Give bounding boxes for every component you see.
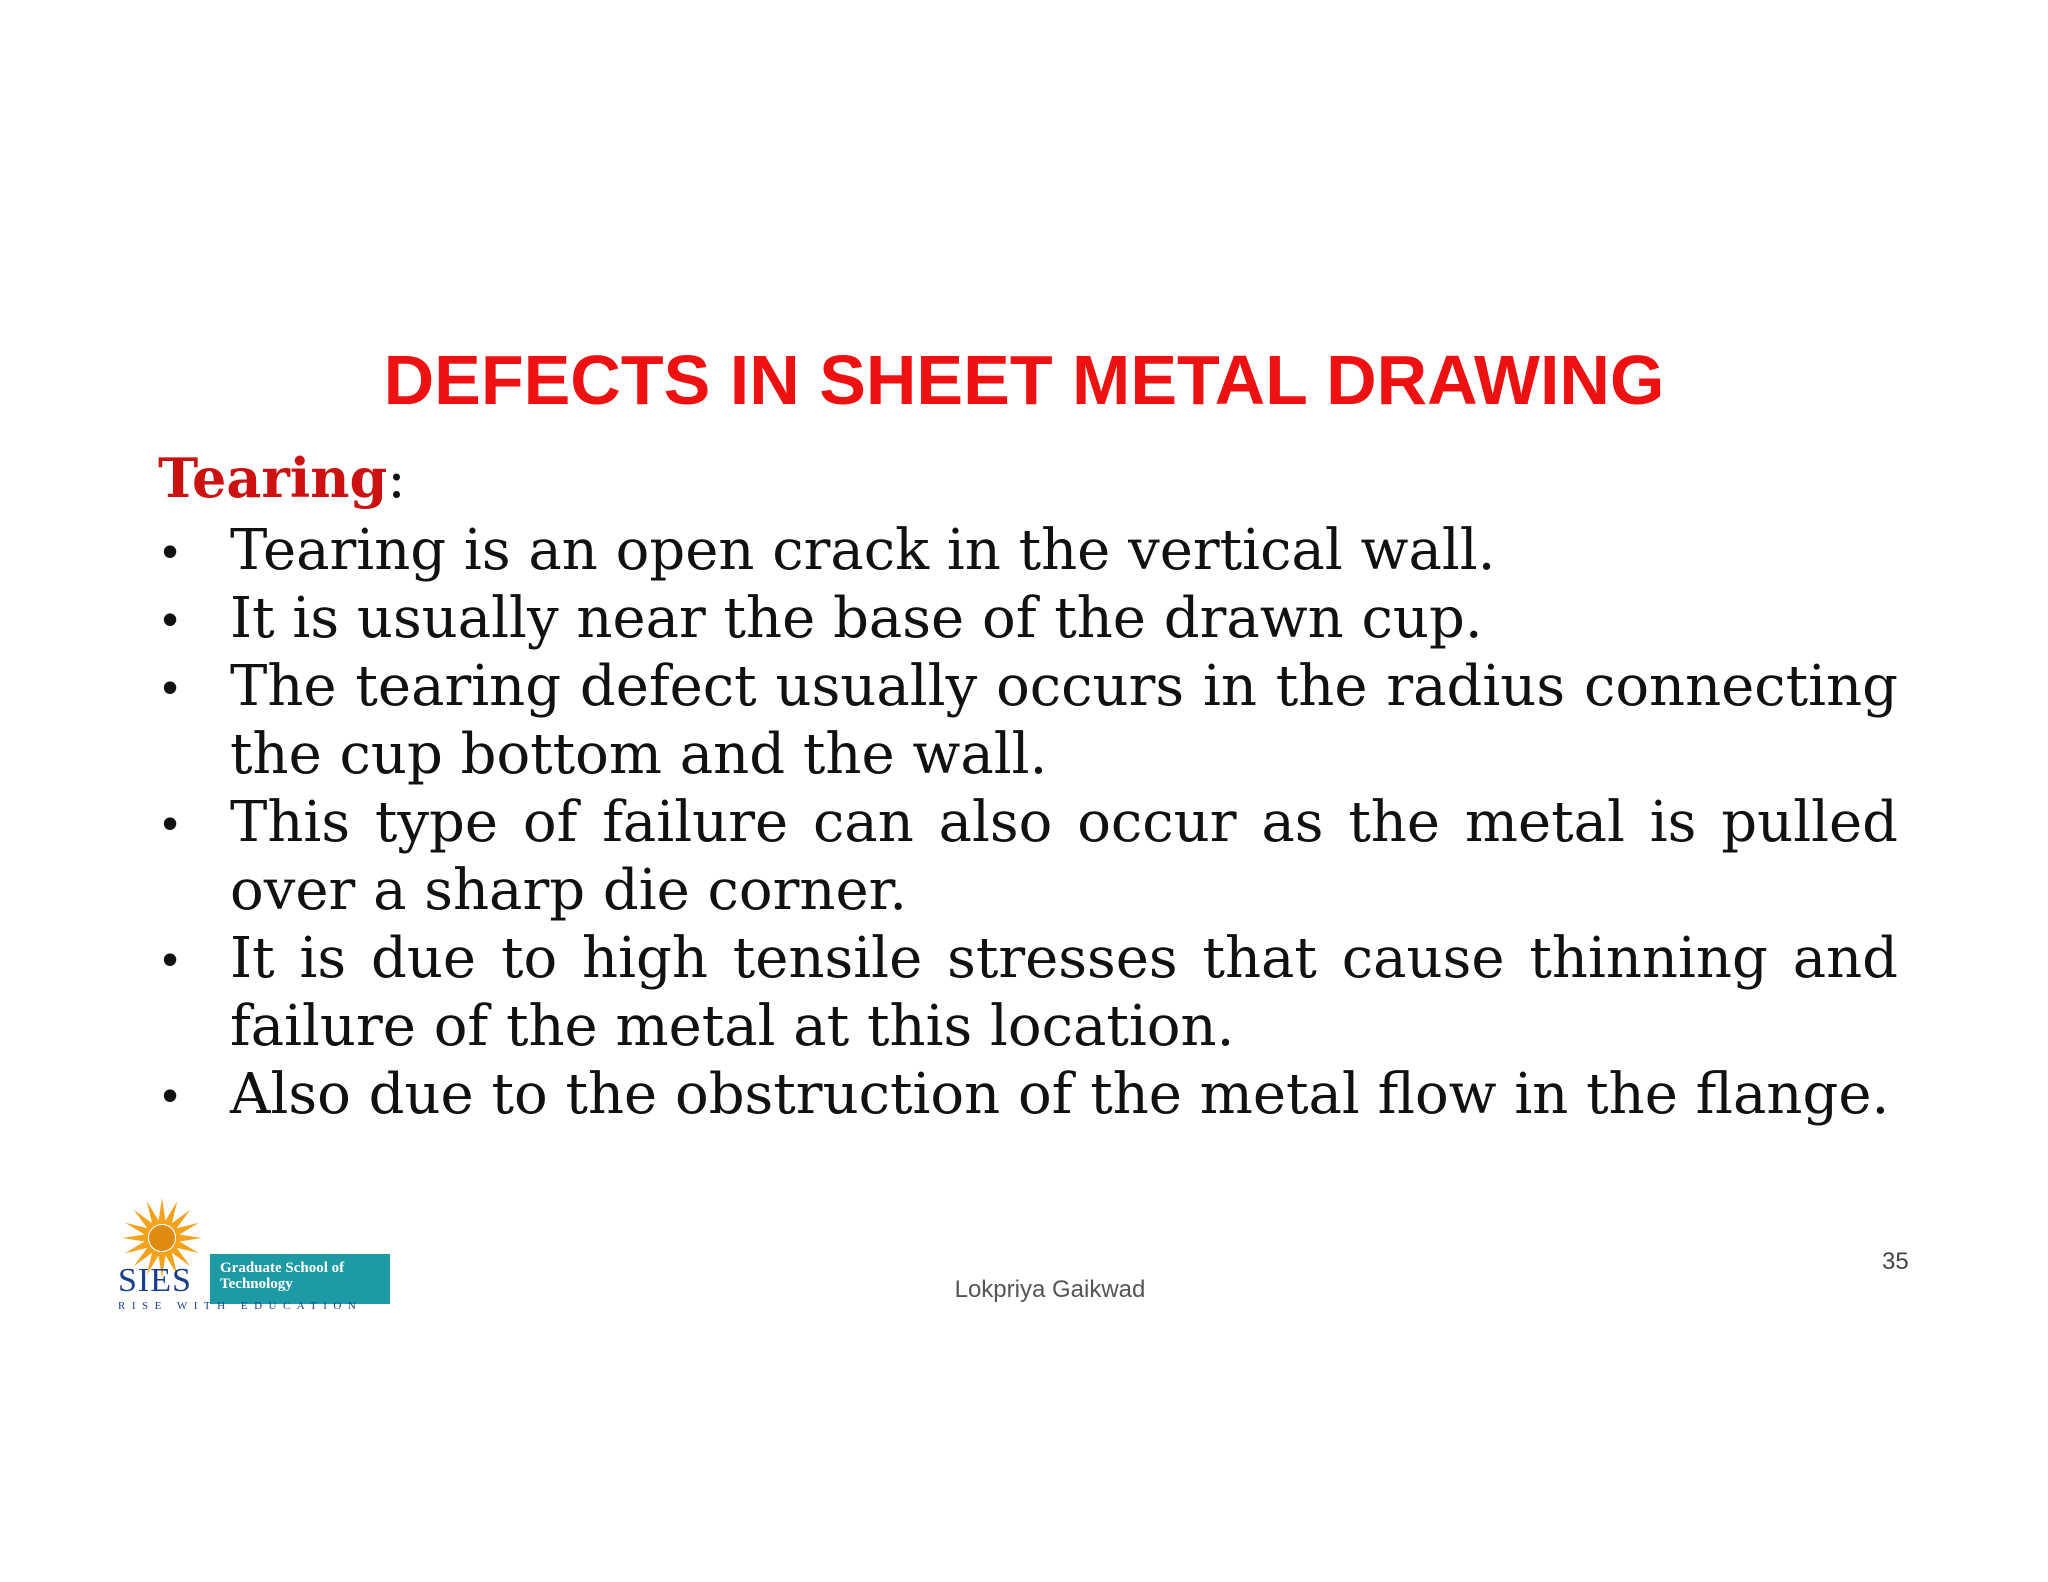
bullet-text: It is due to high tensile stresses that cause thinning and failure of the metal at this location. bbox=[230, 926, 1898, 1059]
bullet-text: This type of failure can also occur as the metal is pulled over a sharp die corner. bbox=[230, 790, 1898, 923]
logo-wordmark: SIES bbox=[118, 1262, 192, 1299]
bullet-item bbox=[158, 653, 1898, 789]
bullet-item bbox=[158, 789, 1898, 925]
bullet-item bbox=[158, 1061, 1898, 1129]
section-heading bbox=[158, 446, 1898, 511]
bullet-icon: • bbox=[162, 1069, 179, 1121]
section-heading-text: Tearing bbox=[158, 446, 388, 510]
bullet-item bbox=[158, 517, 1898, 585]
slide-content bbox=[158, 446, 1898, 1129]
bullet-text: It is usually near the base of the drawn cup. bbox=[230, 586, 1483, 651]
bullet-icon: • bbox=[162, 593, 179, 645]
bullet-item bbox=[158, 585, 1898, 653]
logo-tagline: RISE WITH EDUCATION bbox=[118, 1300, 363, 1312]
slide-title: DEFECTS IN SHEET METAL DRAWING bbox=[383, 341, 1665, 419]
bullet-icon: • bbox=[162, 525, 179, 577]
bullet-icon: • bbox=[162, 661, 179, 713]
bullet-text: Tearing is an open crack in the vertical wall. bbox=[230, 518, 1496, 583]
bullet-item bbox=[158, 925, 1898, 1061]
bullet-icon: • bbox=[162, 797, 179, 849]
logo-badge-line1: Graduate School of bbox=[220, 1260, 345, 1276]
section-heading-colon: : bbox=[387, 447, 406, 510]
bullet-text: Also due to the obstruction of the metal flow in the flange. bbox=[230, 1062, 1890, 1127]
footer-author: Lokpriya Gaikwad bbox=[954, 1276, 1146, 1303]
bullet-text: The tearing defect usually occurs in the radius connecting the cup bottom and the wall. bbox=[230, 654, 1898, 787]
logo-badge-line2: Technology bbox=[220, 1276, 293, 1292]
page-number: 35 bbox=[1882, 1248, 1909, 1275]
bullet-list bbox=[158, 517, 1898, 1129]
bullet-icon: • bbox=[162, 933, 179, 985]
